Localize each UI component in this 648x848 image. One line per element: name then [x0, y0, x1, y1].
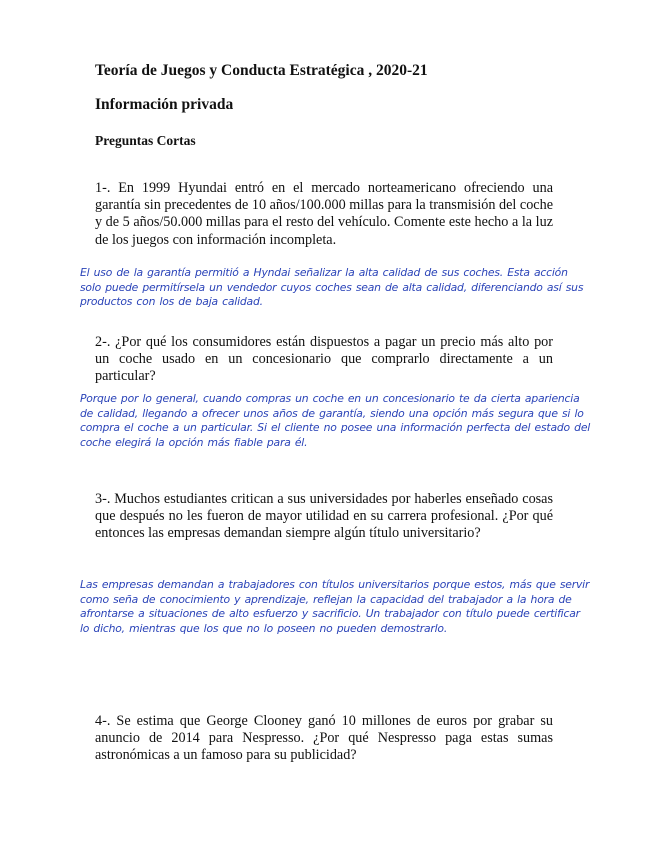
document-subtitle: Información privada — [95, 96, 234, 113]
handwritten-answer-3: Las empresas demandan a trabajadores con títulos universitarios porque estos, más que servir como seña de conocimiento y aprendizaje, reflejan la capacidad del trabajador a la hora de afrontarse a situaciones de alto esfuerzo y sacrificio. Un trabajador con título puede certificar lo dicho, mientras que los que no lo poseen no pueden demostrarlo. — [80, 578, 590, 635]
question-3: 3-. Muchos estudiantes critican a sus universidades por haberles enseñado cosas que después no les fueron de mayor utilidad en su carrera profesional. ¿Por qué entonces las empresas demandan siempre algún título universitario? — [95, 491, 553, 542]
document-title: Teoría de Juegos y Conducta Estratégica , 2020-21 — [95, 62, 428, 79]
question-2: 2-. ¿Por qué los consumidores están dispuestos a pagar un precio más alto por un coche usado en un concesionario que comprarlo directamente a un particular? — [95, 334, 553, 385]
handwritten-answer-2: Porque por lo general, cuando compras un coche en un concesionario te da cierta apariencia de calidad, llegando a ofrecer unos años de garantía, siendo una opción más segura que si lo compra el coche a un particular. Si el cliente no posee una información perfecta del estado del coche elegirá la opción más fiable para él. — [80, 392, 591, 449]
section-heading: Preguntas Cortas — [95, 133, 196, 148]
question-1: 1-. En 1999 Hyundai entró en el mercado norteamericano ofreciendo una garantía sin precedentes de 10 años/100.000 millas para la transmisión del coche y de 5 años/50.000 millas para el resto del vehículo. Comente este hecho a la luz de los juegos con información incompleta. — [95, 180, 553, 248]
question-4: 4-. Se estima que George Clooney ganó 10 millones de euros por grabar su anuncio de 2014 para Nespresso. ¿Por qué Nespresso paga estas sumas astronómicas a un famoso para su publicidad? — [95, 713, 553, 764]
handwritten-answer-1: El uso de la garantía permitió a Hyndai señalizar la alta calidad de sus coches. Esta acción solo puede permitírsela un vendedor cuyos coches sean de alta calidad, diferenciando así sus productos con los de baja calidad. — [80, 266, 584, 309]
